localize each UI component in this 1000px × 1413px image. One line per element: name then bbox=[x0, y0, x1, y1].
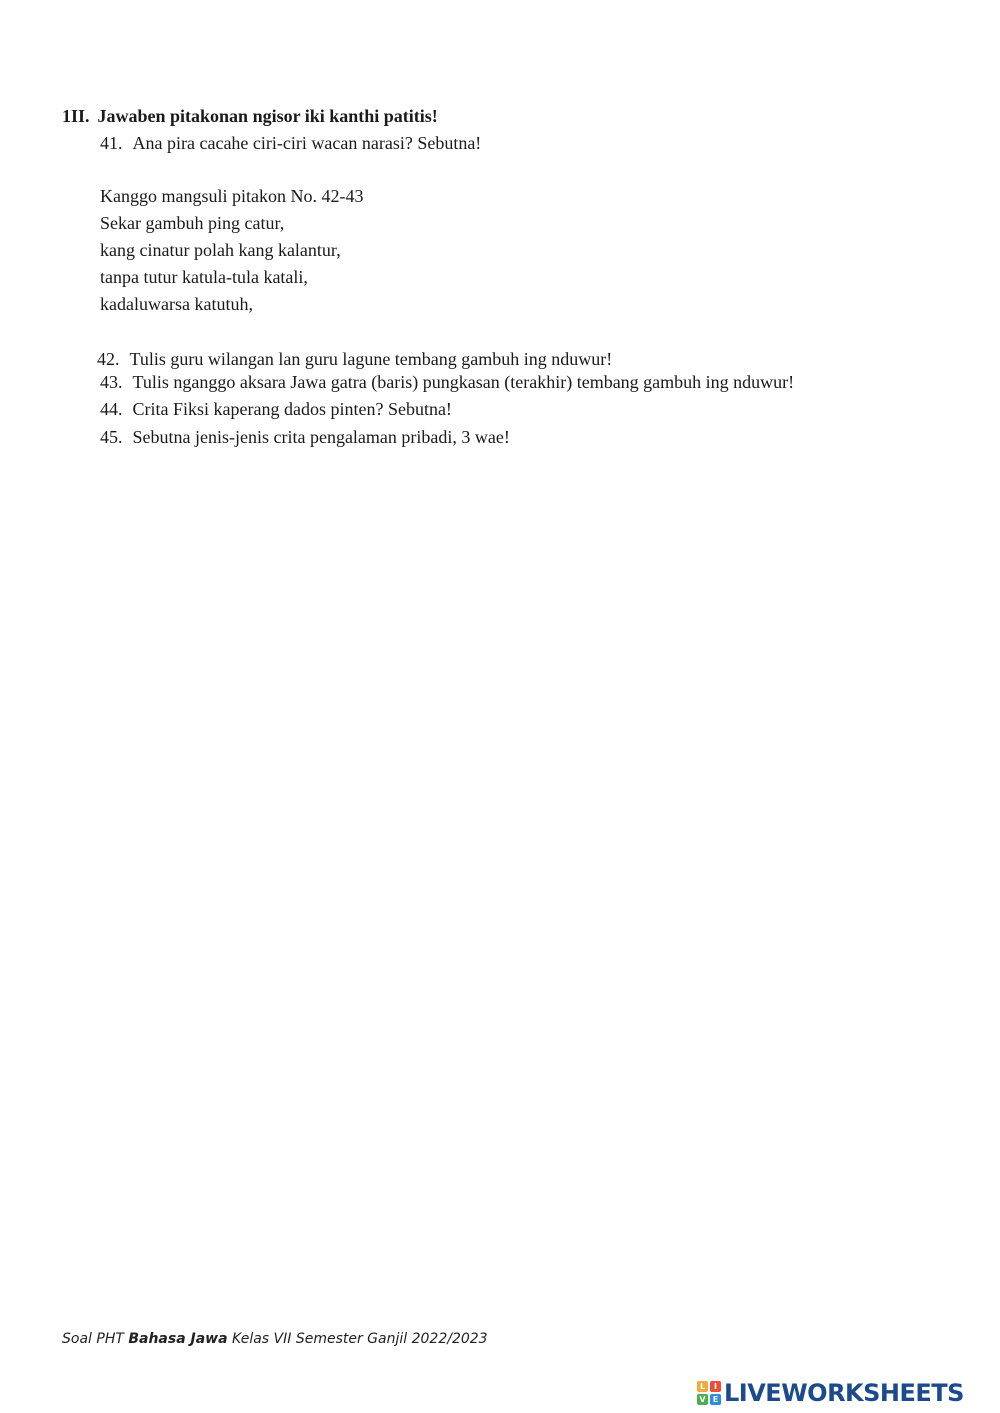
question-number: 42. bbox=[97, 349, 120, 369]
section-title: Jawaben pitakonan ngisor iki kanthi patitis! bbox=[97, 106, 438, 126]
question-43 bbox=[100, 372, 794, 393]
poem-line-3: tanpa tutur katula-tula katali, bbox=[100, 267, 308, 287]
section-number: 1II. bbox=[62, 106, 90, 126]
question-number: 44. bbox=[100, 399, 123, 419]
question-45 bbox=[100, 427, 510, 448]
poem-line-4: kadaluwarsa katutuh, bbox=[100, 294, 253, 314]
question-text: Tulis nganggo aksara Jawa gatra (baris) pungkasan (terakhir) tembang gambuh ing nduwur! bbox=[132, 372, 795, 392]
liveworksheets-logo-icon bbox=[697, 1381, 721, 1405]
section-heading bbox=[62, 106, 438, 127]
question-number: 41. bbox=[100, 133, 123, 153]
footer-suffix: Kelas VII Semester Ganjil 2022/2023 bbox=[227, 1331, 488, 1347]
poem-line-1: Sekar gambuh ping catur, bbox=[100, 213, 285, 233]
question-44 bbox=[100, 399, 452, 420]
question-42 bbox=[97, 349, 612, 370]
footer-subject: Bahasa Jawa bbox=[128, 1331, 228, 1347]
logo-tile-e: E bbox=[710, 1394, 721, 1405]
question-text: Ana pira cacahe ciri-ciri wacan narasi? Sebutna! bbox=[132, 133, 482, 153]
page-footer bbox=[62, 1331, 488, 1347]
poem-line-2: kang cinatur polah kang kalantur, bbox=[100, 240, 341, 260]
passage-intro: Kanggo mangsuli pitakon No. 42-43 bbox=[100, 186, 364, 206]
question-number: 45. bbox=[100, 427, 123, 447]
logo-tile-i: I bbox=[710, 1381, 721, 1392]
question-41 bbox=[100, 133, 481, 154]
footer-prefix: Soal PHT bbox=[62, 1331, 129, 1347]
logo-tile-v: V bbox=[697, 1394, 708, 1405]
brand-wordmark: LIVEWORKSHEETS bbox=[724, 1379, 964, 1407]
question-text: Tulis guru wilangan lan guru lagune tembang gambuh ing nduwur! bbox=[129, 349, 613, 369]
liveworksheets-brand bbox=[697, 1375, 964, 1411]
logo-tile-l: L bbox=[697, 1381, 708, 1392]
question-text: Crita Fiksi kaperang dados pinten? Sebutna! bbox=[132, 399, 452, 419]
question-number: 43. bbox=[100, 372, 123, 392]
question-text: Sebutna jenis-jenis crita pengalaman pribadi, 3 wae! bbox=[132, 427, 510, 447]
